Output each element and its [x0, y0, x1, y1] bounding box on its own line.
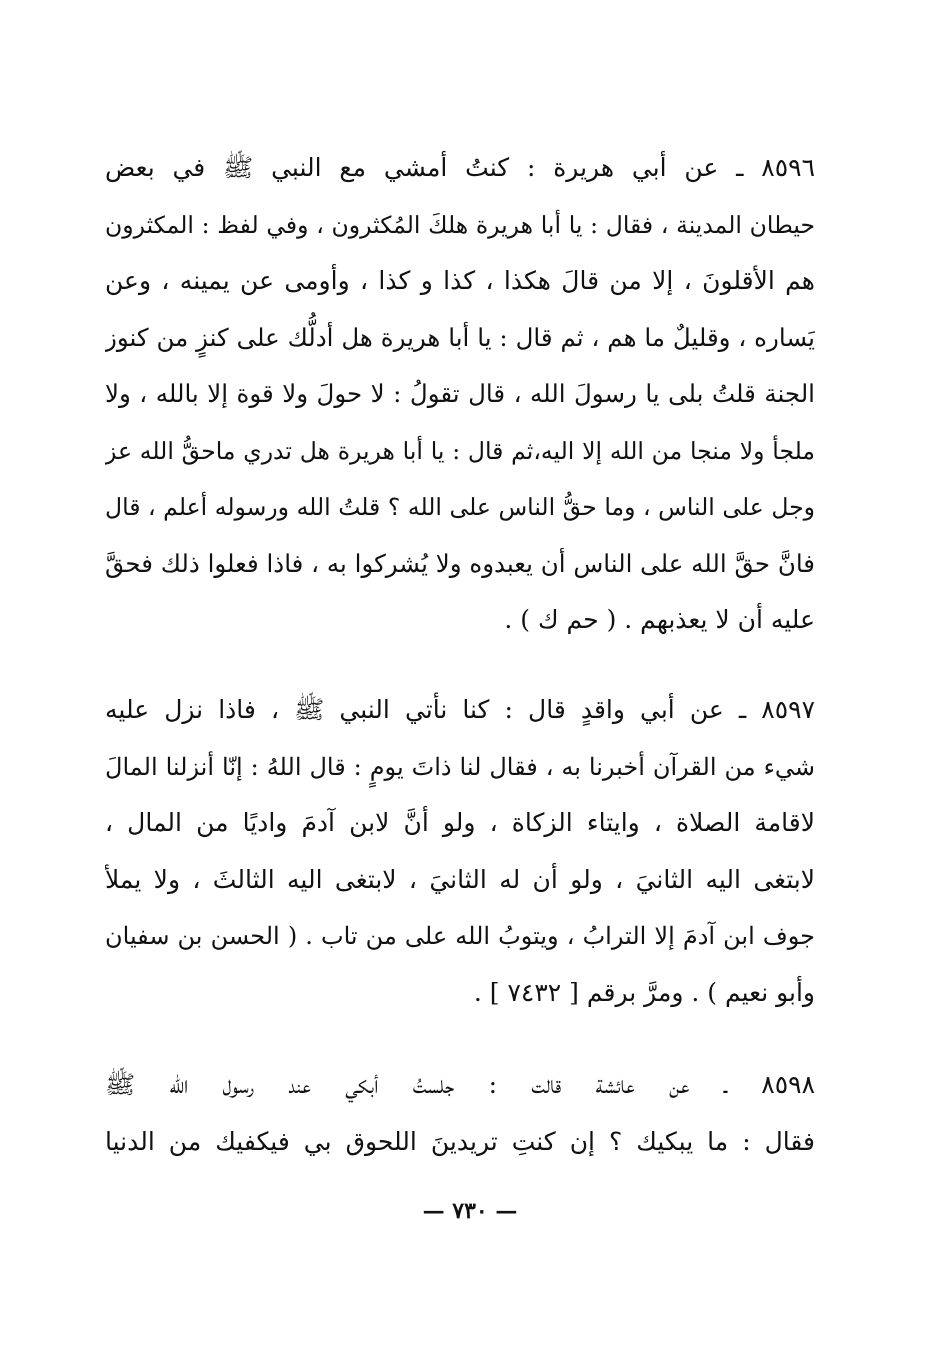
- text-line: عليه أن لا يعذبهم . ( حم ك ) .: [504, 605, 815, 634]
- text-line: ملجأ ولا منجا من الله إلا اليه،ثم قال : يا أبا هريرة هل تدري ماحقُّ الله عز: [105, 436, 815, 465]
- hadith-8596: [105, 140, 815, 649]
- text-line: لاقامة الصلاة ، وايتاء الزكاة ، ولو أنَّ لابن آدمَ واديًا من المال ،: [105, 808, 815, 837]
- text-line: فانَّ حقَّ الله على الناس أن يعبدوه ولا يُشركوا به ، فاذا فعلوا ذلك فحقَّ: [105, 548, 815, 578]
- text-line: ٨٥٩٨ ـ عن عائشة قالت : جلستُ أبكي عند رسول الله ﷺ: [105, 1070, 815, 1099]
- text-line: يَساره ، وقليلٌ ما هم ، ثم قال : يا أبا هريرة هل أدلُّك على كنزٍ من كنوز: [105, 322, 815, 352]
- text-line: هم الأقلونَ ، إلا من قالَ هكذا ، كذا و كذا ، وأومى عن يمينه ، وعن: [105, 266, 815, 295]
- text-line: حيطان المدينة ، فقال : يا أبا هريرة هلكَ المُكثرون ، وفي لفظ : المكثرون: [105, 210, 815, 239]
- page-number: — ٧٣٠ —: [422, 1198, 518, 1224]
- text-line: لابتغى اليه الثانيَ ، ولو أن له الثانيَ ، لابتغى اليه الثالثَ ، ولا يملأ: [105, 864, 815, 894]
- hadith-8597: [105, 682, 815, 1021]
- text-line: وأبو نعيم ) . ومرَّ برقم [ ٧٤٣٢ ] .: [473, 977, 815, 1007]
- text-line: جوف ابن آدمَ إلا الترابُ ، ويتوبُ الله على من تاب . ( الحسن بن سفيان: [105, 922, 815, 950]
- text-line: ٨٥٩٧ ـ عن أبي واقدٍ قال : كنا نأتي النبي ﷺ ، فاذا نزل عليه: [105, 695, 815, 724]
- text-line: شيء من القرآن أخبرنا به ، فقال لنا ذاتَ يومٍ : قال اللهُ : إنّا أنزلنا المالَ: [105, 752, 815, 781]
- text-line: ٨٥٩٦ ـ عن أبي هريرة : كنتُ أمشي مع النبي ﷺ في بعض: [105, 153, 815, 182]
- hadith-8598: [105, 1057, 815, 1170]
- text-line: وجل على الناس ، وما حقُّ الناس على الله ؟ قلتُ الله ورسوله أعلم ، قال: [105, 493, 815, 521]
- text-line: الجنة قلتُ بلى يا رسولَ الله ، قال تقولُ : لا حولَ ولا قوة إلا بالله ، ولا: [105, 379, 815, 408]
- text-line: فقال : ما يبكيك ؟ إن كنتِ تريدينَ اللحوق بي فيكفيك من الدنيا: [105, 1126, 815, 1156]
